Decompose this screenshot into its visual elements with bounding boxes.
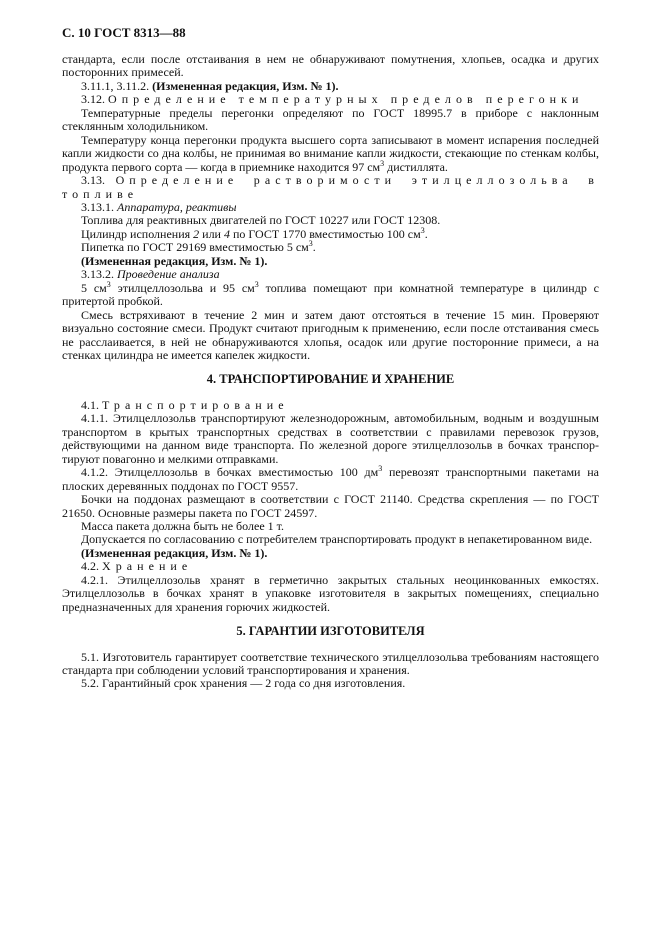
paragraph bbox=[62, 493, 599, 520]
paragraph bbox=[62, 174, 599, 201]
text: 4. ТРАНСПОРТИРОВАНИЕ И ХРАНЕНИЕ bbox=[206, 372, 455, 387]
paragraph bbox=[62, 134, 599, 174]
paragraph bbox=[62, 255, 599, 268]
paragraph bbox=[62, 53, 599, 80]
paragraph bbox=[62, 268, 599, 281]
spaced-subheading: Определение температурных пределов перегонки bbox=[108, 92, 584, 107]
bold-text: (Измененная редакция, Изм. № 1). bbox=[152, 78, 339, 93]
spaced-subheading: Транспортирование bbox=[102, 397, 289, 412]
page-header: С. 10 ГОСТ 8313—88 bbox=[62, 25, 186, 40]
text: 3.13.2. bbox=[81, 267, 117, 282]
text: Цилиндр исполнения bbox=[81, 226, 194, 241]
text: 4.1. bbox=[81, 397, 102, 412]
text: 5. ГАРАНТИИ ИЗГОТОВИТЕЛЯ bbox=[236, 624, 425, 639]
paragraph bbox=[62, 241, 599, 254]
italic-text: 2 bbox=[193, 226, 200, 241]
paragraph bbox=[62, 93, 599, 106]
section-heading bbox=[62, 625, 599, 638]
paragraph bbox=[62, 80, 599, 93]
text: 5.2. Гарантийный срок хранения — 2 года со дня изготовления. bbox=[81, 676, 406, 691]
paragraph bbox=[62, 651, 599, 678]
paragraph bbox=[62, 533, 599, 546]
text: . bbox=[424, 226, 428, 241]
paragraph bbox=[62, 309, 599, 363]
text: 4.2.1. Этилцеллозольв хранят в герметично закрытых стальных неоцинкованных емкостях. Этилцеллозольв в бочках хранят в упаковке изготовителя в закрытых помещениях, специально предназначенных для хранения горючих жидкостей. bbox=[62, 572, 599, 614]
text: перевозят транспортными пакетами на плоских деревянных поддонах по ГОСТ 9557. bbox=[62, 465, 599, 493]
text: по ГОСТ 1770 вместимостью 100 см bbox=[229, 226, 421, 241]
italic-text: Проведение анализа bbox=[117, 267, 220, 282]
text: дистиллята. bbox=[384, 159, 448, 174]
paragraph bbox=[62, 214, 599, 227]
text: Пипетка по ГОСТ 29169 вместимостью 5 см bbox=[81, 240, 309, 255]
paragraph bbox=[62, 677, 599, 690]
paragraph bbox=[62, 574, 599, 614]
text: 3.11.1, 3.11.2. bbox=[81, 78, 153, 93]
paragraph bbox=[62, 107, 599, 134]
superscript: 3 bbox=[308, 239, 313, 249]
document-body bbox=[62, 53, 599, 691]
bold-text: (Измененная редакция, Изм. № 1). bbox=[81, 545, 268, 560]
superscript: 3 bbox=[254, 279, 259, 289]
text: Допускается по согласованию с потребителем транспортировать продукт в непакетированном виде. bbox=[81, 532, 593, 547]
text: Бочки на поддонах размещают в соответствии с ГОСТ 21140. Средства скрепления — по ГОСТ 21650. Основные размеры пакета по ГОСТ 24597. bbox=[62, 492, 599, 520]
section-heading bbox=[62, 373, 599, 386]
paragraph bbox=[62, 520, 599, 533]
paragraph bbox=[62, 201, 599, 214]
paragraph bbox=[62, 412, 599, 466]
paragraph bbox=[62, 466, 599, 493]
superscript: 3 bbox=[420, 225, 425, 235]
spaced-subheading: Определение растворимости этилцеллозольва в топливе bbox=[62, 173, 599, 201]
text: этилцеллозольва и 95 см bbox=[110, 280, 255, 295]
italic-text: 4 bbox=[223, 226, 230, 241]
paragraph bbox=[62, 279, 599, 309]
text: стандарта, если после отстаивания в нем не обнаруживают помутнения, хлопьев, осадка и других посторонних примесей. bbox=[62, 52, 599, 80]
paragraph bbox=[62, 547, 599, 560]
paragraph bbox=[62, 399, 599, 412]
text: Топлива для реактивных двигателей по ГОСТ 10227 или ГОСТ 12308. bbox=[81, 213, 441, 228]
bold-text: (Измененная редакция, Изм. № 1). bbox=[81, 253, 268, 268]
text: или bbox=[199, 226, 224, 241]
paragraph bbox=[62, 560, 599, 573]
text: 3.13. bbox=[81, 173, 116, 188]
superscript: 3 bbox=[380, 158, 385, 168]
text: Температуру конца перегонки продукта высшего сорта записывают в момент испарения последней капли жидкости со дна колбы, не принимая во внимание капли жидкости, стекающие по стенкам колбы, продукта первого сорта — когда в приемнике находится 97 см bbox=[62, 132, 599, 174]
text: 4.2. bbox=[81, 559, 102, 574]
italic-text: Аппаратура, реактивы bbox=[117, 199, 237, 214]
text: . bbox=[312, 240, 316, 255]
text: 4.1.2. Этилцеллозольв в бочках вместимостью 100 дм bbox=[81, 465, 379, 480]
text: 5 см bbox=[81, 280, 107, 295]
text: Температурные пределы перегонки определяют по ГОСТ 18995.7 в приборе с наклонным стеклянным холодильником. bbox=[62, 105, 599, 134]
text: топлива помещают при комнатной температуре в цилиндр с притертой пробкой. bbox=[62, 280, 599, 309]
text: Смесь встряхивают в течение 2 мин и затем дают отстояться в течение 15 мин. Проверяют визуально состояние смеси. Продукт считают пригодным к применению, если после отстаивания смесь не расслаивается, в ней не обнаруживаются хлопья, осадок или другие посторонние примеси, а на стенках цилиндра не имеется капелек жидкости. bbox=[62, 307, 599, 362]
superscript: 3 bbox=[106, 279, 111, 289]
text: Масса пакета должна быть не более 1 т. bbox=[81, 518, 284, 533]
text: 3.12. bbox=[81, 92, 108, 107]
text: 4.1.1. Этилцеллозольв транспортируют железнодорожным, автомобильным, водным и воздушным транспортом в крытых транспортных средствах в соответствии с правилами перевозок грузов, действующими на данном виде транспорта. По железной дороге этилцеллозольв в бочках транспортируют повагонно и мелкими отправками. bbox=[62, 411, 599, 466]
superscript: 3 bbox=[378, 464, 383, 474]
text: 5.1. Изготовитель гарантирует соответствие технического этилцеллозольва требованиям настоящего стандарта при соблюдении условий транспортирования и хранения. bbox=[62, 649, 599, 678]
spaced-subheading: Хранение bbox=[102, 559, 193, 574]
text: 3.13.1. bbox=[81, 199, 117, 214]
